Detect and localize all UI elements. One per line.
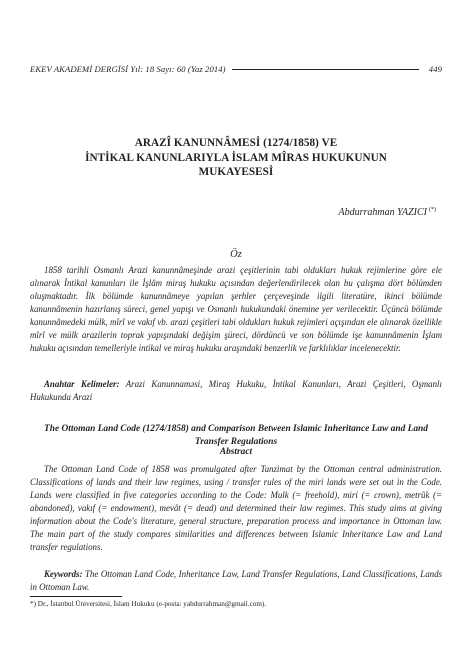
turkish-abstract-text: 1858 tarihli Osmanlı Arazi kanunnâmeşinde arazi çeşitlerinin tabi oldukları hukuk rejimlerine göre ele alınarak İntikal kanunları ile İşlâm miraş hukuku açısından değerlendirilecek olan bu çalışma dört bölümden oluşmaktadır. İlk bölümde kanunnâmeye yapılan şerhler çerçeveşinde ilgili literatüre, ikinci bölümde kanunnâmenin hazırlanış süreci, genel yapışı ve Osmanlı hukukundaki önemine yer verilecektir. Üçüncü bölümde kanunnâmedeki mülk, mîrî ve vakıf vb. arazi çeşitleri tabi oldukları hukuk rejimleri açışından ele alınarak özellikle mîrî ve mülk arazilerin toprak yapışındaki değişim şüreci, dördüncü ve son bölümde işe kanunnâmenin İşlam hukuku açısından temelleriyle intikal ve miraş hukuku araşındaki benzerlik ve farklılıklar incelenecektir.: [30, 265, 442, 354]
article-title: [30, 136, 442, 180]
article-title-line: ARAZÎ KANUNNÂMESİ (1274/1858) VE: [134, 137, 338, 149]
article-title-line: MUKAYESESİ: [198, 166, 274, 178]
english-keywords-label: Keywords:: [44, 569, 83, 579]
english-keywords-list: The Ottoman Land Code, Inheritance Law, Land Transfer Regulations, Land Classifications, Lands in Ottoman Law.: [30, 569, 442, 592]
turkish-keywords-list: Arazi Kanunnaməsi, Miraş Hukuku, İntikal Kanunları, Arazi Çeşitleri, Oşmanlı Hukukunda Arazi: [30, 379, 442, 403]
running-header: [30, 62, 442, 76]
journal-name: EKEV AKADEMİ DERGİSİ Yıl: 18 Sayı: 60 (Yaz 2014): [30, 64, 226, 74]
author-name: Abdurrahman YAZICI: [338, 207, 427, 218]
footnote-divider: [30, 596, 122, 597]
turkish-keywords: [30, 378, 442, 404]
english-title: The Ottoman Land Code (1274/1858) and Comparison Between Islamic Inheritance Law and Land Transfer Regulations: [44, 424, 428, 447]
english-keywords: [30, 568, 442, 594]
author-line: [339, 207, 436, 218]
document-page: [30, 0, 442, 666]
author-footnote: *) Dr., İstanbul Üniversitesi, İslam Hukuku (e-posta: yabdurrahman@gmail.com).: [30, 600, 267, 608]
turkish-keywords-label: Anahtar Kelimeler:: [44, 379, 120, 389]
english-abstract-heading: Abstract: [219, 447, 253, 457]
turkish-abstract-heading: Öz: [230, 249, 242, 260]
header-rule: [232, 69, 419, 70]
page-number: 449: [428, 64, 442, 74]
english-abstract-text: The Ottoman Land Code of 1858 was promulgated after Tanzimat by the Ottoman central administration. Classifications of lands and their law regimes, using / transfer rules of the miri lands were set out in the Code. Lands were classified in five categories according to the Code: Mulk (= freehold), miri (= crown), metrûk (= abandoned), vakıf (= endowment), mevât (= dead) and determined their law regimes. This study aims at giving information about the Code's literature, general structure, preparation process and importance in Ottoman law. The main part of the study compares similarities and differences between Islamic Inheritance Law and Land transfer regulations.: [30, 464, 442, 552]
article-title-line: İNTİKAL KANUNLARIYLA İSLAM MÎRAS HUKUKUNUN: [85, 151, 387, 164]
author-footnote-mark: (*): [429, 207, 436, 213]
